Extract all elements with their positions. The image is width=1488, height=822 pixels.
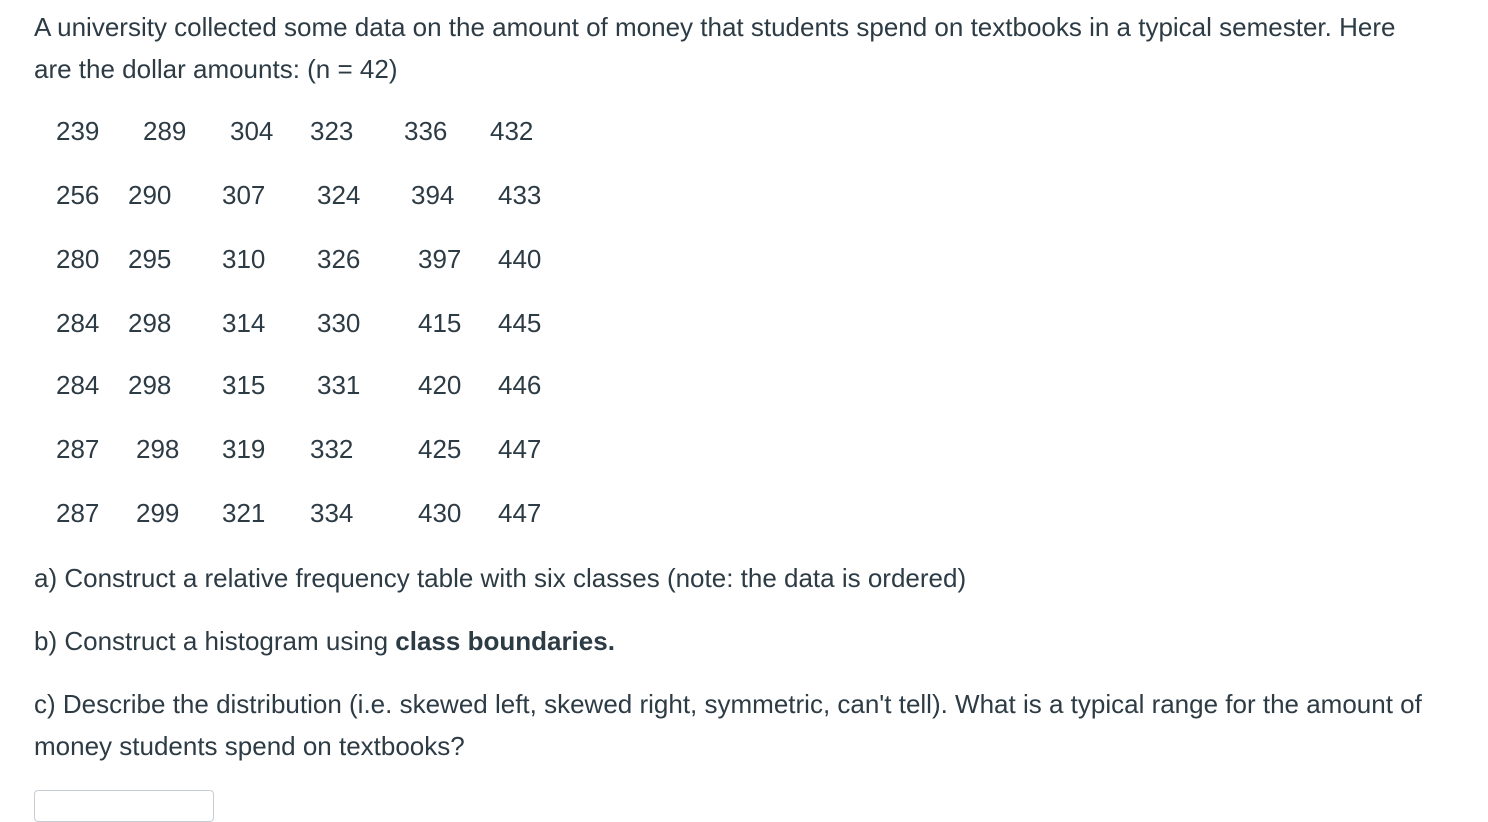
data-value: 415 <box>418 308 462 338</box>
data-row <box>0 496 600 530</box>
data-value: 323 <box>310 116 354 146</box>
data-value: 307 <box>222 180 266 210</box>
data-row <box>0 432 600 466</box>
data-value: 280 <box>56 244 100 274</box>
data-value: 432 <box>490 116 534 146</box>
data-value: 314 <box>222 308 266 338</box>
data-row <box>0 114 600 148</box>
data-value: 397 <box>418 244 462 274</box>
data-value: 430 <box>418 498 462 528</box>
data-value: 334 <box>310 498 354 528</box>
data-value: 446 <box>498 370 542 400</box>
data-value: 287 <box>56 434 100 464</box>
data-value: 336 <box>404 116 448 146</box>
data-value: 298 <box>128 308 172 338</box>
data-row <box>0 178 600 212</box>
data-value: 239 <box>56 116 100 146</box>
data-value: 304 <box>230 116 274 146</box>
data-value: 394 <box>411 180 455 210</box>
data-value: 315 <box>222 370 266 400</box>
data-value: 420 <box>418 370 462 400</box>
data-value: 332 <box>310 434 354 464</box>
data-value: 447 <box>498 434 542 464</box>
data-value: 287 <box>56 498 100 528</box>
data-value: 330 <box>317 308 361 338</box>
data-value: 324 <box>317 180 361 210</box>
part-b-prefix: b) Construct a histogram using <box>34 626 396 656</box>
data-value: 326 <box>317 244 361 274</box>
question-intro: A university collected some data on the amount of money that students spend on textbooks in a typical semester. Here are the dollar amounts: (n = 42) <box>34 12 1396 84</box>
data-value: 284 <box>56 308 100 338</box>
data-value: 298 <box>136 434 180 464</box>
data-value: 299 <box>136 498 180 528</box>
data-value: 289 <box>143 116 187 146</box>
data-row <box>0 242 600 276</box>
part-b-emphasis: class boundaries. <box>395 626 615 656</box>
data-value: 290 <box>128 180 172 210</box>
data-row <box>0 368 600 402</box>
data-value: 284 <box>56 370 100 400</box>
data-value: 425 <box>418 434 462 464</box>
data-value: 298 <box>128 370 172 400</box>
data-row <box>0 306 600 340</box>
data-value: 321 <box>222 498 266 528</box>
data-value: 310 <box>222 244 266 274</box>
part-c-text: c) Describe the distribution (i.e. skewed left, skewed right, symmetric, can't tell). What is a typical range for the amount of money students spend on textbooks? <box>34 689 1422 761</box>
part-a-text: a) Construct a relative frequency table with six classes (note: the data is ordered) <box>34 563 967 593</box>
data-value: 295 <box>128 244 172 274</box>
data-value: 256 <box>56 180 100 210</box>
data-value: 445 <box>498 308 542 338</box>
part-b-text <box>34 620 1434 662</box>
answer-input[interactable] <box>34 790 214 822</box>
data-value: 331 <box>317 370 361 400</box>
data-value: 440 <box>498 244 542 274</box>
data-value: 433 <box>498 180 542 210</box>
data-value: 319 <box>222 434 266 464</box>
data-value: 447 <box>498 498 542 528</box>
